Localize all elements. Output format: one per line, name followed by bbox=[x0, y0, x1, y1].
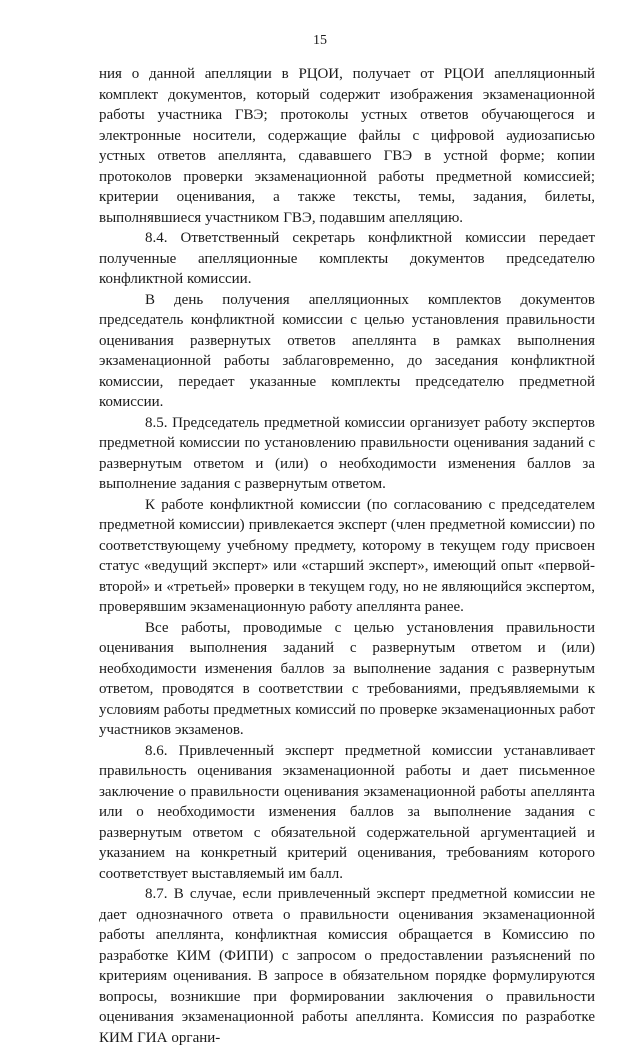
paragraph-8-4: 8.4. Ответственный секретарь конфликтной комиссии передает полученные апелляционные комплекты документов председателю конфликтной комиссии. bbox=[99, 230, 595, 287]
document-body bbox=[99, 64, 595, 1048]
paragraph-work-requirements: Все работы, проводимые с целью установления правильности оценивания выполнения заданий с развернутым ответом и (или) необходимости изменения баллов за выполнение задания с развернутым ответом, проводятся в соответствии с требованиями, предъявляемыми к условиям работы предметных комиссий по проверке экзаменационных работ участников экзаменов. bbox=[99, 619, 595, 738]
paragraph-8-5: 8.5. Председатель предметной комиссии организует работу экспертов предметной комиссии по установлению правильности оценивания заданий с развернутым ответом и (или) о необходимости изменения баллов за выполнение задания с развернутым ответом. bbox=[99, 414, 595, 492]
paragraph-transfer-day: В день получения апелляционных комплектов документов председатель конфликтной комиссии с целью установления правильности оценивания развернутых ответов апеллянта в рамках выполнения экзаменационной работы заблаговременно, до заседания конфликтной комиссии, передает указанные комплекты председателю предметной комиссии. bbox=[99, 291, 595, 410]
paragraph-8-7: 8.7. В случае, если привлеченный эксперт предметной комиссии не дает однозначного ответа о правильности оценивания экзаменационной работы апеллянта, конфликтная комиссия обращается в Комиссию по разработке КИМ (ФИПИ) с запросом о предоставлении разъяснений по критериям оценивания. В запросе в обязательном порядке формулируются вопросы, возникшие при формировании заключения о правильности оценивания экзаменационной работы апеллянта. Комиссия по разработке КИМ ГИА органи- bbox=[99, 886, 595, 1046]
page-number: 15 bbox=[313, 33, 327, 48]
paragraph-expert-involvement: К работе конфликтной комиссии (по согласованию с председателем предметной комиссии) привлекается эксперт (член предметной комиссии) по соответствующему учебному предмету, которому в текущем году присвоен статус «ведущий эксперт» или «старший эксперт», имеющий опыт «первой-второй» и «третьей» проверки в текущем году, но не являющийся экспертом, проверявшим экзаменационную работу апеллянта ранее. bbox=[99, 496, 595, 615]
paragraph-continuation: ния о данной апелляции в РЦОИ, получает от РЦОИ апелляционный комплект документов, который содержит изображения экзаменационной работы участника ГВЭ; протоколы устных ответов обучающегося и электронные носители, содержащие файлы с цифровой аудиозаписью устных ответов апеллянта, сдававшего ГВЭ в устной форме; копии протоколов проверки экзаменационной работы предметной комиссией; критерии оценивания, а также тексты, темы, задания, билеты, выполнявшиеся участником ГВЭ, подавшим апелляцию. bbox=[99, 66, 595, 226]
paragraph-8-6: 8.6. Привлеченный эксперт предметной комиссии устанавливает правильность оценивания экзаменационной работы и дает письменное заключение о правильности оценивания экзаменационной работы апеллянта или о необходимости изменения баллов за выполнение задания с развернутым ответом с обязательной содержательной аргументацией и указанием на конкретный критерий оценивания, требованиям которого соответствует выставляемый им балл. bbox=[99, 742, 595, 882]
